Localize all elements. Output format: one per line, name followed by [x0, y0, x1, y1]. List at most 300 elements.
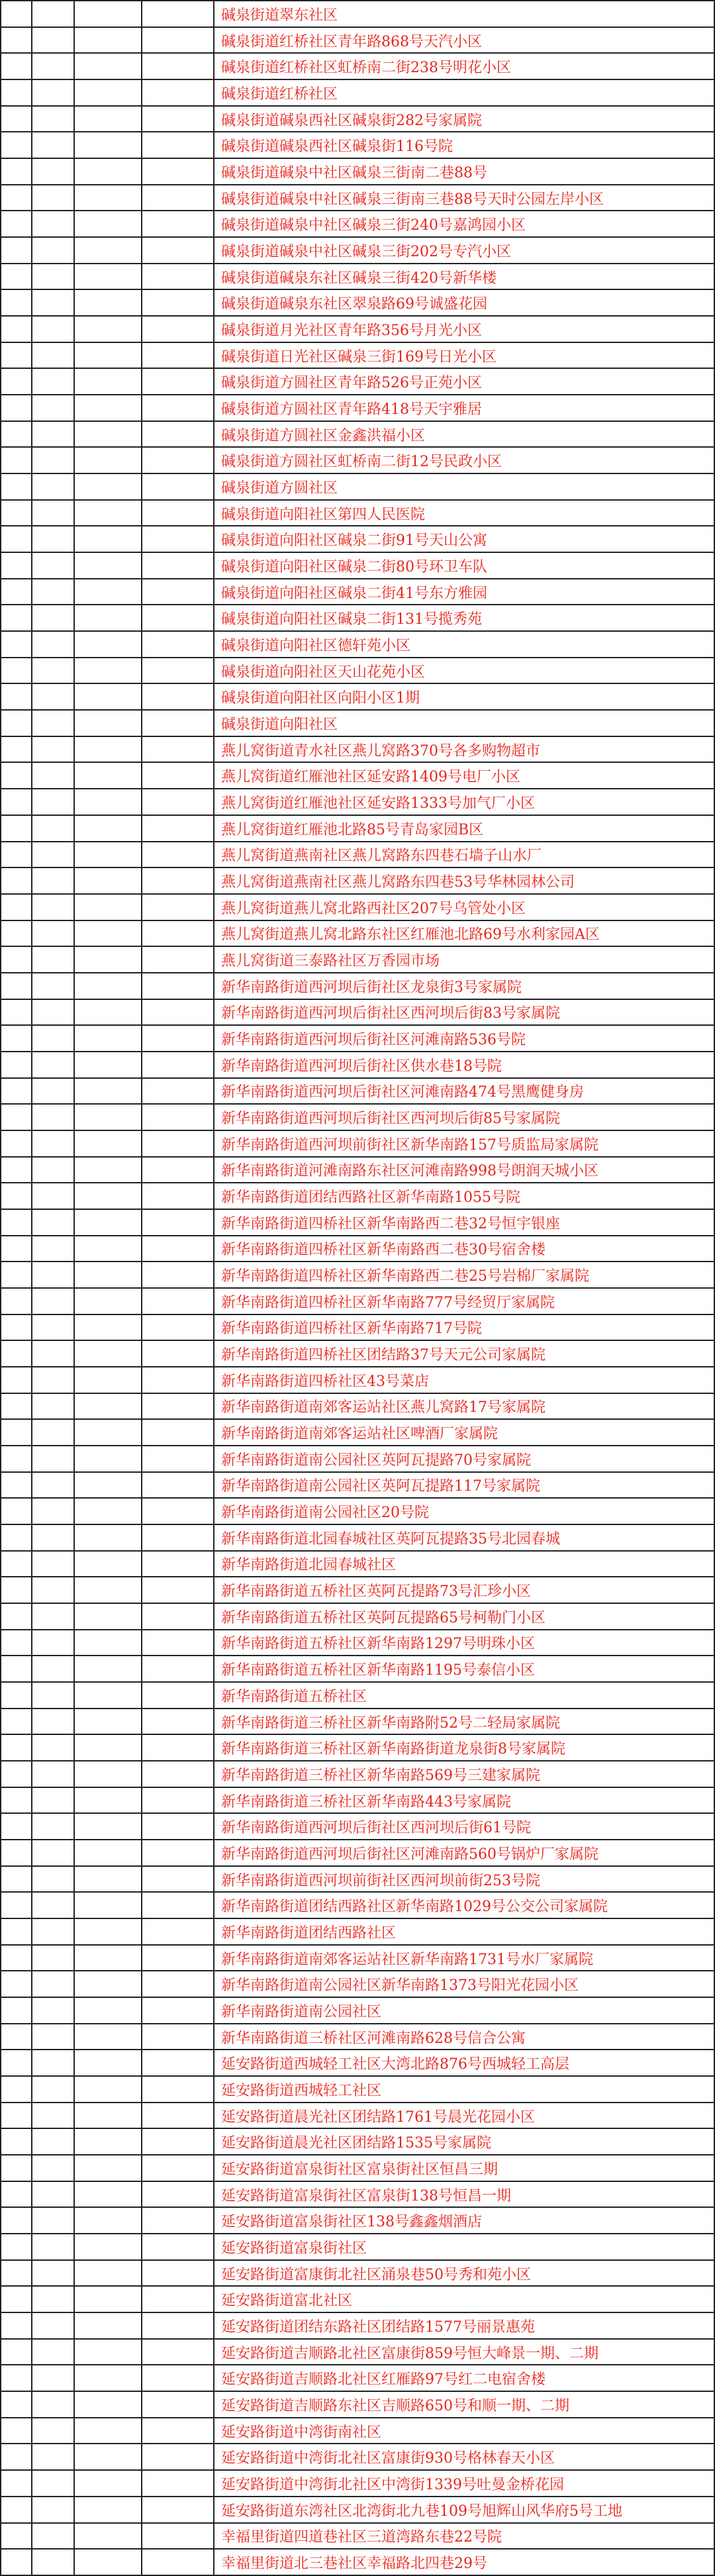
- empty-cell: [74, 2207, 142, 2234]
- empty-cell: [142, 2181, 214, 2208]
- table-row: [1, 2470, 714, 2497]
- empty-cell: [32, 1761, 74, 1787]
- table-row: [1, 2444, 714, 2470]
- empty-cell: [32, 894, 74, 920]
- table-row: [1, 867, 714, 894]
- empty-cell: [1, 1656, 32, 1682]
- empty-cell: [74, 2181, 142, 2208]
- empty-cell: [32, 1025, 74, 1052]
- empty-cell: [74, 473, 142, 500]
- address-cell: 新华南路街道西河坝后街社区西河坝后街83号家属院: [214, 999, 714, 1026]
- address-cell: 碱泉街道红桥社区: [214, 79, 714, 106]
- address-cell: 碱泉街道向阳社区向阳小区1期: [214, 683, 714, 710]
- empty-cell: [142, 342, 214, 369]
- empty-cell: [74, 1524, 142, 1551]
- address-cell: 碱泉街道方圆社区金鑫洪福小区: [214, 421, 714, 448]
- table-row: [1, 1104, 714, 1130]
- table-row: [1, 1630, 714, 1656]
- empty-cell: [32, 867, 74, 894]
- address-cell: 延安路街道富泉街社区: [214, 2234, 714, 2260]
- empty-cell: [74, 736, 142, 763]
- empty-cell: [32, 2391, 74, 2418]
- empty-cell: [142, 1840, 214, 1866]
- empty-cell: [142, 1314, 214, 1341]
- address-cell: 新华南路街道四桥社区团结路37号天元公司家属院: [214, 1340, 714, 1367]
- table-row: [1, 1052, 714, 1078]
- empty-cell: [1, 1236, 32, 1262]
- empty-cell: [74, 27, 142, 54]
- empty-cell: [74, 2155, 142, 2181]
- empty-cell: [1, 473, 32, 500]
- empty-cell: [142, 842, 214, 868]
- table-row: [1, 1551, 714, 1577]
- empty-cell: [74, 1918, 142, 1945]
- empty-cell: [1, 1446, 32, 1472]
- empty-cell: [32, 1866, 74, 1893]
- table-row: [1, 2155, 714, 2181]
- table-row: [1, 762, 714, 789]
- address-cell: 新华南路街道南郊客运站社区燕儿窝路17号家属院: [214, 1393, 714, 1420]
- address-cell: 碱泉街道向阳社区碱泉二街91号天山公寓: [214, 526, 714, 552]
- empty-cell: [74, 1025, 142, 1052]
- empty-cell: [74, 1892, 142, 1918]
- table-row: [1, 1314, 714, 1341]
- empty-cell: [142, 1393, 214, 1420]
- empty-cell: [74, 211, 142, 237]
- empty-cell: [74, 2312, 142, 2339]
- address-cell: 燕儿窝街道红雁池社区延安路1409号电厂小区: [214, 762, 714, 789]
- empty-cell: [142, 158, 214, 185]
- empty-cell: [1, 894, 32, 920]
- empty-cell: [1, 2024, 32, 2050]
- address-cell: 延安路街道吉顺路北社区富康街859号恒大峰景一期、二期: [214, 2339, 714, 2365]
- table-row: [1, 1446, 714, 1472]
- empty-cell: [142, 1945, 214, 1971]
- empty-cell: [32, 289, 74, 316]
- empty-cell: [32, 158, 74, 185]
- empty-cell: [32, 421, 74, 448]
- empty-cell: [32, 1945, 74, 1971]
- empty-cell: [1, 1498, 32, 1524]
- empty-cell: [32, 1577, 74, 1603]
- empty-cell: [142, 185, 214, 211]
- address-cell: 燕儿窝街道三泰路社区万香园市场: [214, 946, 714, 973]
- empty-cell: [32, 79, 74, 106]
- address-cell: 新华南路街道北园春城社区英阿瓦提路35号北园春城: [214, 1524, 714, 1551]
- address-cell: 新华南路街道三桥社区新华南路443号家属院: [214, 1787, 714, 1814]
- empty-cell: [32, 1630, 74, 1656]
- empty-cell: [74, 368, 142, 395]
- table-row: [1, 1918, 714, 1945]
- table-row: [1, 421, 714, 448]
- empty-cell: [1, 1840, 32, 1866]
- empty-cell: [74, 1603, 142, 1630]
- empty-cell: [1, 1288, 32, 1314]
- empty-cell: [74, 2024, 142, 2050]
- empty-cell: [74, 631, 142, 658]
- empty-cell: [142, 2207, 214, 2234]
- empty-cell: [32, 2155, 74, 2181]
- empty-cell: [142, 106, 214, 132]
- empty-cell: [32, 1472, 74, 1499]
- empty-cell: [32, 342, 74, 369]
- empty-cell: [1, 605, 32, 631]
- empty-cell: [142, 867, 214, 894]
- table-row: [1, 1734, 714, 1761]
- table-row: [1, 237, 714, 264]
- empty-cell: [74, 1840, 142, 1866]
- empty-cell: [74, 867, 142, 894]
- empty-cell: [142, 1340, 214, 1367]
- empty-cell: [32, 2286, 74, 2312]
- empty-cell: [1, 1866, 32, 1893]
- table-row: [1, 500, 714, 526]
- address-cell: 碱泉街道向阳社区碱泉二街80号环卫车队: [214, 552, 714, 579]
- empty-cell: [32, 2260, 74, 2287]
- empty-cell: [74, 946, 142, 973]
- empty-cell: [32, 552, 74, 579]
- address-cell: 新华南路街道西河坝后街社区河滩南路536号院: [214, 1025, 714, 1052]
- empty-cell: [142, 1, 214, 27]
- table-row: [1, 631, 714, 658]
- empty-cell: [142, 2260, 214, 2287]
- empty-cell: [32, 526, 74, 552]
- empty-cell: [74, 1787, 142, 1814]
- table-row: [1, 1078, 714, 1105]
- empty-cell: [32, 1262, 74, 1288]
- empty-cell: [32, 2497, 74, 2523]
- empty-cell: [32, 1367, 74, 1393]
- empty-cell: [32, 447, 74, 473]
- empty-cell: [74, 1340, 142, 1367]
- empty-cell: [1, 762, 32, 789]
- empty-cell: [1, 867, 32, 894]
- table-row: [1, 1393, 714, 1420]
- address-cell: 碱泉街道方圆社区: [214, 473, 714, 500]
- table-row: [1, 683, 714, 710]
- empty-cell: [1, 658, 32, 684]
- empty-cell: [32, 789, 74, 815]
- empty-cell: [32, 1236, 74, 1262]
- empty-cell: [1, 264, 32, 290]
- address-cell: 新华南路街道南公园社区: [214, 1997, 714, 2024]
- empty-cell: [142, 1367, 214, 1393]
- table-row: [1, 946, 714, 973]
- empty-cell: [32, 2312, 74, 2339]
- empty-cell: [142, 683, 214, 710]
- empty-cell: [74, 1472, 142, 1499]
- table-row: [1, 973, 714, 999]
- empty-cell: [32, 1419, 74, 1446]
- empty-cell: [1, 1130, 32, 1157]
- empty-cell: [74, 2497, 142, 2523]
- empty-cell: [1, 1918, 32, 1945]
- empty-cell: [32, 1340, 74, 1367]
- empty-cell: [142, 579, 214, 605]
- address-cell: 延安路街道富泉街社区富泉街138号恒昌一期: [214, 2181, 714, 2208]
- empty-cell: [1, 2497, 32, 2523]
- empty-cell: [142, 1052, 214, 1078]
- empty-cell: [1, 1183, 32, 1209]
- table-row: [1, 1656, 714, 1682]
- empty-cell: [1, 2523, 32, 2550]
- empty-cell: [74, 1761, 142, 1787]
- empty-cell: [142, 1446, 214, 1472]
- empty-cell: [1, 342, 32, 369]
- table-row: [1, 999, 714, 1026]
- table-row: [1, 1288, 714, 1314]
- empty-cell: [74, 789, 142, 815]
- empty-cell: [1, 683, 32, 710]
- empty-cell: [32, 1052, 74, 1078]
- table-row: [1, 658, 714, 684]
- address-cell: 幸福里街道四道巷社区三道湾路东巷22号院: [214, 2523, 714, 2550]
- empty-cell: [74, 1577, 142, 1603]
- empty-cell: [142, 1918, 214, 1945]
- empty-cell: [74, 710, 142, 736]
- empty-cell: [32, 1104, 74, 1130]
- table-row: [1, 1892, 714, 1918]
- empty-cell: [1, 211, 32, 237]
- empty-cell: [74, 2050, 142, 2076]
- empty-cell: [142, 1577, 214, 1603]
- empty-cell: [74, 815, 142, 842]
- empty-cell: [1, 185, 32, 211]
- table-row: [1, 2260, 714, 2287]
- empty-cell: [1, 1104, 32, 1130]
- empty-cell: [1, 79, 32, 106]
- empty-cell: [142, 27, 214, 54]
- empty-cell: [1, 1419, 32, 1446]
- address-cell: 新华南路街道西河坝前街社区新华南路157号质监局家属院: [214, 1130, 714, 1157]
- empty-cell: [74, 1971, 142, 1997]
- empty-cell: [1, 631, 32, 658]
- empty-cell: [1, 736, 32, 763]
- empty-cell: [142, 2103, 214, 2129]
- table-row: [1, 1157, 714, 1183]
- empty-cell: [74, 894, 142, 920]
- table-row: [1, 342, 714, 369]
- empty-cell: [1, 2286, 32, 2312]
- empty-cell: [142, 132, 214, 158]
- address-cell: 延安路街道中湾街北社区中湾街1339号吐曼金桥花园: [214, 2470, 714, 2497]
- address-cell: 延安路街道团结东路社区团结路1577号丽景惠苑: [214, 2312, 714, 2339]
- empty-cell: [74, 1314, 142, 1341]
- table-row: [1, 1340, 714, 1367]
- empty-cell: [1, 579, 32, 605]
- address-cell: 幸福里街道北三巷社区幸福路北四巷29号: [214, 2549, 714, 2575]
- empty-cell: [142, 316, 214, 342]
- empty-cell: [32, 1997, 74, 2024]
- table-row: [1, 1524, 714, 1551]
- empty-cell: [32, 736, 74, 763]
- empty-cell: [74, 920, 142, 947]
- empty-cell: [1, 1, 32, 27]
- empty-cell: [142, 762, 214, 789]
- empty-cell: [74, 395, 142, 421]
- empty-cell: [74, 2444, 142, 2470]
- empty-cell: [74, 1288, 142, 1314]
- empty-cell: [74, 342, 142, 369]
- address-cell: 碱泉街道月光社区青年路356号月光小区: [214, 316, 714, 342]
- empty-cell: [1, 1367, 32, 1393]
- address-cell: 新华南路街道西河坝后街社区河滩南路560号锅炉厂家属院: [214, 1840, 714, 1866]
- address-cell: 燕儿窝街道燕儿窝北路西社区207号乌管处小区: [214, 894, 714, 920]
- empty-cell: [32, 2207, 74, 2234]
- address-cell: 碱泉街道日光社区碱泉三街169号日光小区: [214, 342, 714, 369]
- empty-cell: [32, 1314, 74, 1341]
- empty-cell: [32, 710, 74, 736]
- empty-cell: [74, 1997, 142, 2024]
- empty-cell: [32, 1813, 74, 1840]
- table-row: [1, 1603, 714, 1630]
- table-row: [1, 1472, 714, 1499]
- empty-cell: [74, 999, 142, 1026]
- empty-cell: [32, 1209, 74, 1236]
- table-row: [1, 447, 714, 473]
- address-cell: 新华南路街道五桥社区英阿瓦提路65号柯勒门小区: [214, 1603, 714, 1630]
- empty-cell: [142, 920, 214, 947]
- table-row: [1, 264, 714, 290]
- empty-cell: [74, 1393, 142, 1420]
- table-row: [1, 395, 714, 421]
- empty-cell: [142, 1603, 214, 1630]
- address-cell: 碱泉街道方圆社区青年路418号天宇雅居: [214, 395, 714, 421]
- address-cell: 碱泉街道向阳社区: [214, 710, 714, 736]
- empty-cell: [142, 999, 214, 1026]
- table-row: [1, 2391, 714, 2418]
- empty-cell: [1, 395, 32, 421]
- address-cell: 碱泉街道翠东社区: [214, 1, 714, 27]
- empty-cell: [32, 395, 74, 421]
- empty-cell: [74, 973, 142, 999]
- empty-cell: [1, 27, 32, 54]
- empty-cell: [74, 842, 142, 868]
- address-cell: 燕儿窝街道红雁池北路85号青岛家园B区: [214, 815, 714, 842]
- table-row: [1, 1130, 714, 1157]
- empty-cell: [32, 1498, 74, 1524]
- empty-cell: [74, 1866, 142, 1893]
- empty-cell: [32, 605, 74, 631]
- empty-cell: [142, 1997, 214, 2024]
- empty-cell: [142, 894, 214, 920]
- empty-cell: [32, 2418, 74, 2444]
- empty-cell: [74, 1498, 142, 1524]
- table-row: [1, 2076, 714, 2103]
- empty-cell: [74, 1157, 142, 1183]
- address-cell: 新华南路街道三桥社区新华南路附52号二轻局家属院: [214, 1709, 714, 1735]
- empty-cell: [1, 2549, 32, 2575]
- empty-cell: [1, 920, 32, 947]
- empty-cell: [74, 2103, 142, 2129]
- empty-cell: [142, 2523, 214, 2550]
- empty-cell: [1, 2234, 32, 2260]
- empty-cell: [74, 1130, 142, 1157]
- empty-cell: [142, 447, 214, 473]
- empty-cell: [142, 237, 214, 264]
- table-row: [1, 2312, 714, 2339]
- address-cell: 新华南路街道四桥社区新华南路西二巷25号岩棉厂家属院: [214, 1262, 714, 1288]
- empty-cell: [142, 2418, 214, 2444]
- empty-cell: [32, 1183, 74, 1209]
- empty-cell: [142, 789, 214, 815]
- empty-cell: [74, 1367, 142, 1393]
- empty-cell: [142, 395, 214, 421]
- empty-cell: [142, 1524, 214, 1551]
- empty-cell: [1, 2365, 32, 2391]
- empty-cell: [32, 2470, 74, 2497]
- empty-cell: [142, 815, 214, 842]
- empty-cell: [1, 2076, 32, 2103]
- empty-cell: [1, 842, 32, 868]
- address-cell: 新华南路街道团结西路社区: [214, 1918, 714, 1945]
- address-cell: 新华南路街道三桥社区河滩南路628号信合公寓: [214, 2024, 714, 2050]
- empty-cell: [142, 605, 214, 631]
- empty-cell: [32, 1446, 74, 1472]
- empty-cell: [1, 53, 32, 79]
- table-row: [1, 1183, 714, 1209]
- empty-cell: [74, 1183, 142, 1209]
- empty-cell: [142, 1682, 214, 1709]
- address-cell: 新华南路街道五桥社区新华南路1195号泰信小区: [214, 1656, 714, 1682]
- empty-cell: [142, 2391, 214, 2418]
- empty-cell: [74, 237, 142, 264]
- empty-cell: [1, 289, 32, 316]
- table-row: [1, 473, 714, 500]
- table-row: [1, 1813, 714, 1840]
- empty-cell: [142, 2128, 214, 2155]
- empty-cell: [32, 2444, 74, 2470]
- empty-cell: [32, 1840, 74, 1866]
- address-cell: 新华南路街道西河坝后街社区西河坝后街61号院: [214, 1813, 714, 1840]
- empty-cell: [32, 2103, 74, 2129]
- empty-cell: [32, 2024, 74, 2050]
- table-row: [1, 789, 714, 815]
- empty-cell: [74, 1209, 142, 1236]
- address-cell: 延安路街道吉顺路东社区吉顺路650号和顺一期、二期: [214, 2391, 714, 2418]
- empty-cell: [142, 53, 214, 79]
- address-cell: 碱泉街道碱泉西社区碱泉街116号院: [214, 132, 714, 158]
- empty-cell: [32, 368, 74, 395]
- empty-cell: [74, 185, 142, 211]
- address-cell: 碱泉街道方圆社区虹桥南二街12号民政小区: [214, 447, 714, 473]
- empty-cell: [32, 2181, 74, 2208]
- empty-cell: [142, 2470, 214, 2497]
- table-row: [1, 2286, 714, 2312]
- table-row: [1, 1761, 714, 1787]
- empty-cell: [1, 1787, 32, 1814]
- empty-cell: [142, 1288, 214, 1314]
- empty-cell: [142, 2497, 214, 2523]
- empty-cell: [1, 946, 32, 973]
- empty-cell: [32, 842, 74, 868]
- address-cell: 新华南路街道团结西路社区新华南路1029号公交公司家属院: [214, 1892, 714, 1918]
- empty-cell: [142, 1709, 214, 1735]
- empty-cell: [74, 1446, 142, 1472]
- empty-cell: [1, 1813, 32, 1840]
- table-row: [1, 1367, 714, 1393]
- empty-cell: [1, 421, 32, 448]
- address-cell: 燕儿窝街道红雁池社区延安路1333号加气厂小区: [214, 789, 714, 815]
- empty-cell: [142, 1419, 214, 1446]
- empty-cell: [142, 631, 214, 658]
- empty-cell: [142, 2155, 214, 2181]
- empty-cell: [32, 579, 74, 605]
- empty-cell: [1, 2312, 32, 2339]
- empty-cell: [142, 1157, 214, 1183]
- address-cell: 新华南路街道西河坝后街社区供水巷18号院: [214, 1052, 714, 1078]
- address-cell: 碱泉街道向阳社区第四人民医院: [214, 500, 714, 526]
